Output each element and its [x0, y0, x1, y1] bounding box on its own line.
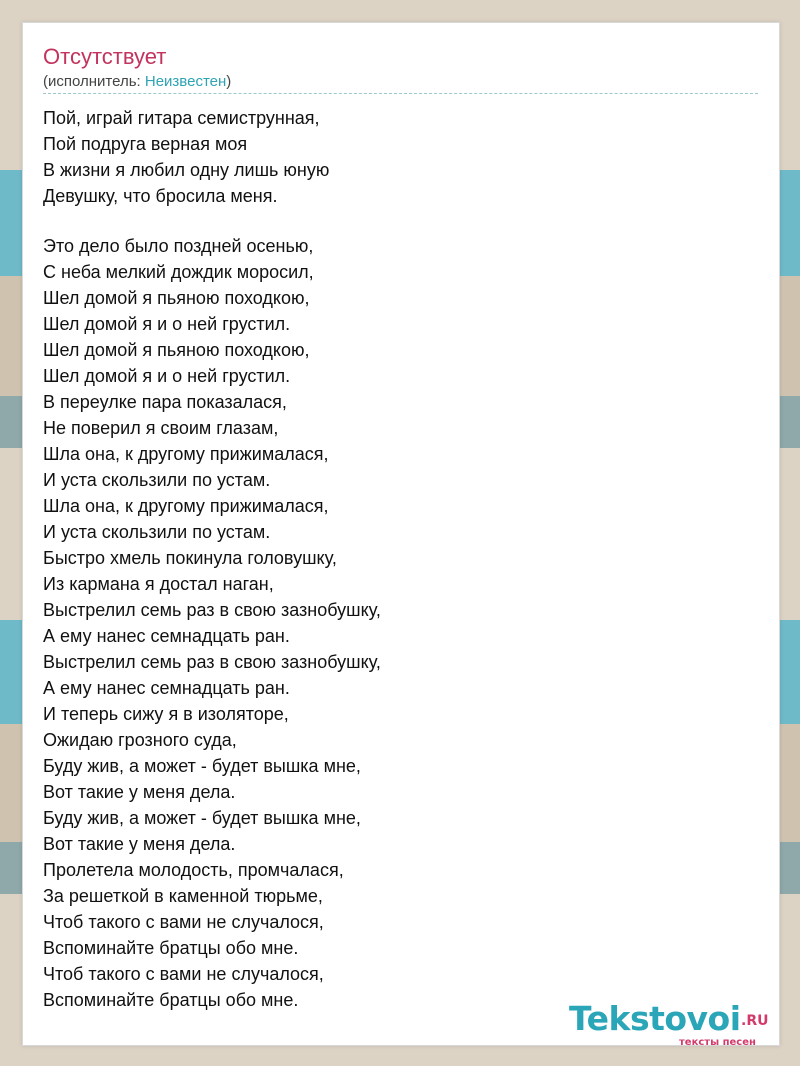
lyric-line: И уста скользили по устам.: [43, 470, 271, 490]
lyric-line: В переулке пара показалася,: [43, 392, 287, 412]
lyric-line: Вот такие у меня дела.: [43, 834, 236, 854]
lyric-line: И уста скользили по устам.: [43, 522, 271, 542]
lyric-line: Пролетела молодость, промчалася,: [43, 860, 344, 880]
lyric-line: Выстрелил семь раз в свою зазнобушку,: [43, 600, 381, 620]
lyric-line: Буду жив, а может - будет вышка мне,: [43, 756, 361, 776]
lyric-line: Буду жив, а может - будет вышка мне,: [43, 808, 361, 828]
lyric-line: Девушку, что бросила меня.: [43, 186, 278, 206]
title-divider: [43, 93, 758, 94]
logo-tagline: тексты песен: [679, 1037, 756, 1048]
song-title: Отсутствует: [43, 44, 167, 69]
lyric-line: Пой, играй гитара семиструнная,: [43, 108, 320, 128]
artist-line: [43, 73, 231, 90]
lyric-line: Шла она, к другому прижималася,: [43, 444, 329, 464]
lyric-line: Пой подруга верная моя: [43, 134, 248, 154]
tekstovoi-logo[interactable]: [569, 999, 779, 1049]
lyric-line: Шел домой я пьяною походкою,: [43, 288, 310, 308]
lyrics-body: [43, 105, 381, 1013]
lyric-line: Ожидаю грозного суда,: [43, 730, 237, 750]
lyric-line: В жизни я любил одну лишь юную: [43, 160, 330, 180]
lyric-line: Вспоминайте братцы обо мне.: [43, 990, 299, 1010]
lyric-line: Вспоминайте братцы обо мне.: [43, 938, 299, 958]
lyric-line: Вот такие у меня дела.: [43, 782, 236, 802]
artist-prefix: (исполнитель:: [43, 73, 145, 90]
lyric-line: Не поверил я своим глазам,: [43, 418, 279, 438]
lyric-line: С неба мелкий дождик моросил,: [43, 262, 314, 282]
logo-domain: .RU: [741, 1013, 769, 1029]
lyric-line: Чтоб такого с вами не случалося,: [43, 912, 324, 932]
lyric-line: За решеткой в каменной тюрьме,: [43, 886, 323, 906]
stanza: [43, 233, 381, 1013]
lyric-line: Чтоб такого с вами не случалося,: [43, 964, 324, 984]
lyric-line: А ему нанес семнадцать ран.: [43, 626, 290, 646]
artist-suffix: ): [226, 73, 232, 90]
lyric-line: Выстрелил семь раз в свою зазнобушку,: [43, 652, 381, 672]
lyric-line: А ему нанес семнадцать ран.: [43, 678, 290, 698]
lyric-line: Шел домой я и о ней грустил.: [43, 314, 291, 334]
logo-wordmark: Tekstovoi: [569, 999, 741, 1038]
lyric-line: И теперь сижу я в изоляторе,: [43, 704, 289, 724]
lyric-line: Быстро хмель покинула головушку,: [43, 548, 337, 568]
lyric-line: Из кармана я достал наган,: [43, 574, 274, 594]
lyrics-card: [22, 22, 780, 1046]
lyric-line: Шел домой я и о ней грустил.: [43, 366, 291, 386]
stanza: [43, 105, 381, 209]
lyric-line: Это дело было поздней осенью,: [43, 236, 314, 256]
stanza-break: [43, 209, 381, 233]
lyric-line: Шел домой я пьяною походкою,: [43, 340, 310, 360]
artist-link[interactable]: Неизвестен: [144, 73, 227, 90]
lyric-line: Шла она, к другому прижималася,: [43, 496, 329, 516]
